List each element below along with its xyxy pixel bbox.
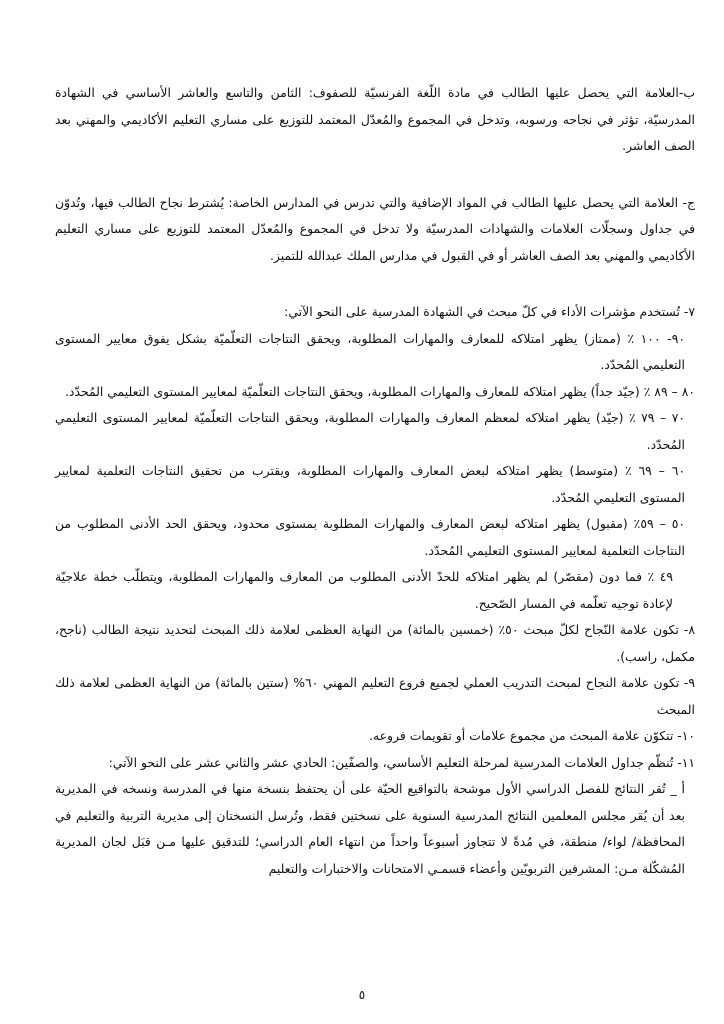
item-7-heading: ٧- تُستخدم مؤشرات الأداء في كلّ مبحث في الشهادة المدرسية على النحو الآتي: <box>284 304 695 319</box>
grade-failing: ٤٩ ٪ فما دون (مقصّر) لم يظهر امتلاكه للحدّ الأدنى المطلوب من المعارف والمهارات المطلوبة، ويتطلّب خطة علاجيّة لإعادة توجيه تعلّمه في المسار الصّحيح. <box>55 569 673 611</box>
section-c-paragraph: ج- العلامة التي يحصل عليها الطالب في المواد الإضافية والتي تدرس في المدارس الخاصة: يُشترط نجاح الطالب فيها، وتُدوّن في جداول وسجلّات العلامات والشهادات المدرسيّة ولا تدخل في المجموع والمُعدّل المعتمد للتوزيع على مساري التعليم الأكاديمي والمهني بعد الصف العاشر أو في القبول في مدارس الملك عبدالله للتميز. <box>55 194 695 263</box>
grade-acceptable: ٥٠ – ٥٩٪ (مقبول) يظهر امتلاكه لبعض المعارف والمهارات المطلوبة بمستوى محدود، ويحقق الحد الأدنى المطلوب من النتاجات التعلمية لمعايير المستوى التعليمي المُحدّد. <box>55 516 686 558</box>
item-8-paragraph: ٨- تكون علامة النّجاح لكلّ مبحث ٥٠٪ (خمسين بالمائة) من النهاية العظمى لعلامة ذلك المبحث لتحديد نتيجة الطالب (ناجح، مكمل، راسب). <box>55 622 695 664</box>
page-number: ٥ <box>358 988 366 1002</box>
item-9-paragraph: ٩- تكون علامة النجاح لمبحث التدريب العملي لجميع فروع التعليم المهني ٦٠% (ستين بالمائة) من النهاية العظمى لعلامة ذلك المبحث <box>55 675 695 717</box>
item-11-a-paragraph: أ _ تُقر النتائج للفصل الدراسي الأول موشحة بالتواقيع الحيّة على أن يحتفظ بنسخة منها في المدرسة ونسخه في المديرية بعد أن يُقر مجلس المعلمين النتائج المدرسية السنوية على نسختين فقط، وتُرسل النسختان إلى مديرية التربية والتعليم في المحافظة/ لواء/ منطقة، في مُدةً لا تتجاوز أسبوعاً واحداً من انتهاء العام الدراسي؛ للتدقيق عليها مـن قبَل لجان المديرية المُشكّلة مـن: المشرفين التربويّين وأعضاء قسمـي الامتحانات والاختبارات والتعليم <box>55 781 685 876</box>
paragraph-gap <box>55 160 695 190</box>
grade-excellent: ٩٠- ١٠٠ ٪ (ممتاز) يظهر امتلاكه للمعارف والمهارات المطلوبة، ويحقق النتاجات التعلّميّة بشكل يفوق معايير المستوى التعليمي المُحدّد. <box>55 330 685 372</box>
grade-good: ٧٠ – ٧٩ ٪ (جيّد) يظهر امتلاكه لمعظم المعارف والمهارات المطلوبة، ويحقق النتاجات التعلّميّة لمعايير المستوى التعليمي المُحدّد. <box>55 410 686 452</box>
grade-average: ٦٠ – ٦٩ ٪ (متوسط) يظهر امتلاكه لبعض المعارف والمهارات المطلوبة، ويقترب من تحقيق النتاجات التعلمية لمعايير المستوى التعليمي المُحدّد. <box>55 463 685 505</box>
paragraph-gap <box>55 269 695 299</box>
item-11-paragraph: ١١- تُنظّم جداول العلامات المدرسية لمرحلة التعليم الأساسي، والصفّين: الحادي عشر والثاني عشر على النحو الآتي: <box>108 754 695 770</box>
grade-very-good: ٨٠ – ٨٩ ٪ (جيّد جداً) يظهر امتلاكه للمعارف والمهارات المطلوبة، ويحقق النتاجات التعلّميّة لمعايير المستوى التعليمي المُحدّد. <box>64 383 695 399</box>
section-b-paragraph: ب-العلامة التي يحصل عليها الطالب في مادة اللّغة الفرنسيّة للصفوف: الثامن والتاسع والعاشر الأساسي في الشهادة المدرسيّة، تؤثر في نجاحه ورسوبه، وتدخل في المجموع والمُعدّل المعتمد للتوزيع على مساري التعليم الأكاديمي والمهني بعد الصف العاشر. <box>55 85 695 153</box>
item-10-paragraph: ١٠- تتكوّن علامة المبحث من مجموع علامات أو تقويمات فروعه. <box>369 728 695 743</box>
document-body <box>55 80 695 882</box>
